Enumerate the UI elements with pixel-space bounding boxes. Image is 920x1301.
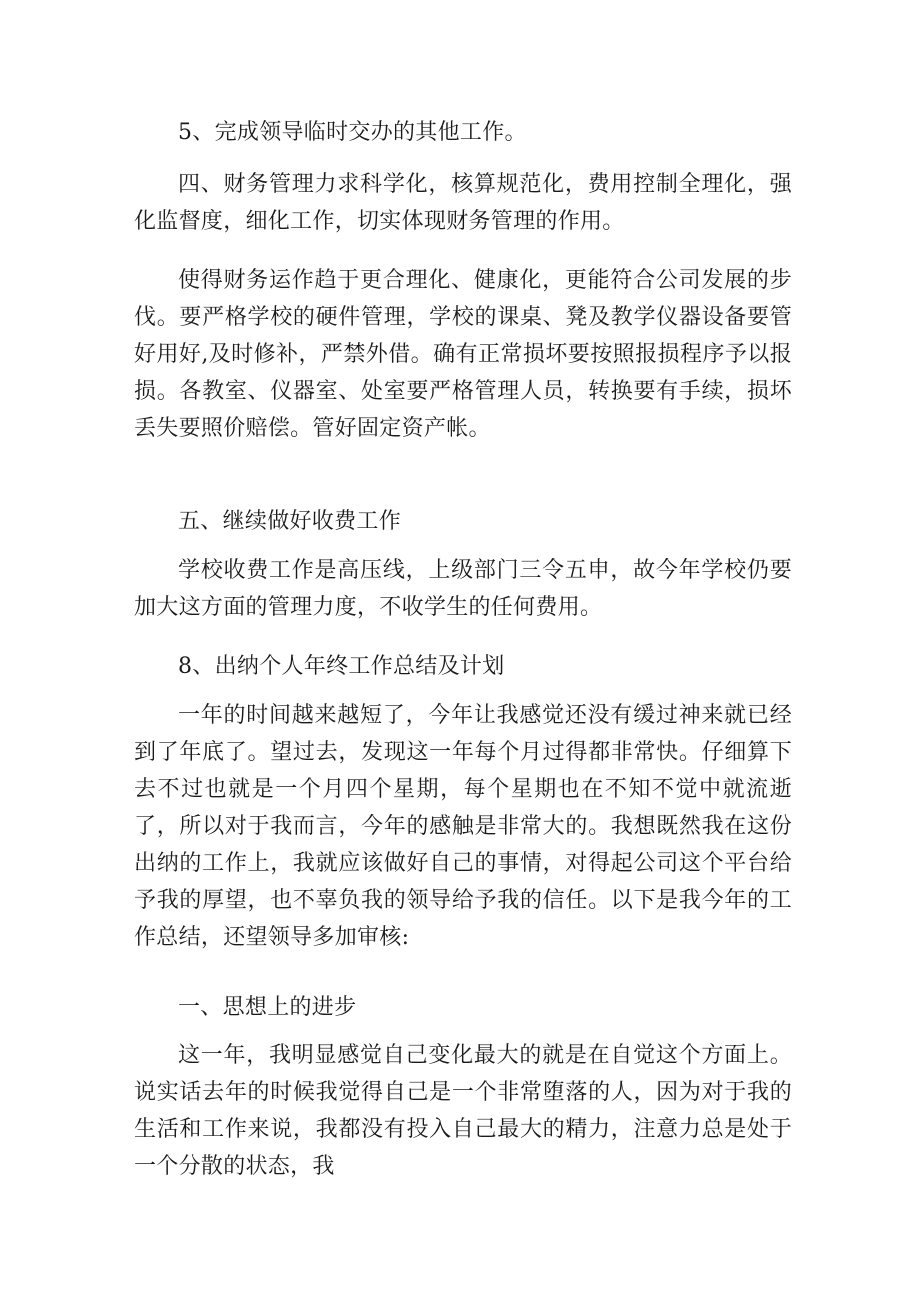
paragraph-item-5: 5、完成领导临时交办的其他工作。 [178,120,527,145]
paragraph-body: 使得财务运作趋于更合理化、健康化，更能符合公司发展的步伐。要严格学校的硬件管理，学校的课桌、凳及教学仪器设备要管好用好,及时修补，严禁外借。确有正常损坏要按照报损程序予以报损。各教室、仪器室、处室要严格管理人员，转换要有手续，损坏丢失要照价赔偿。管好固定资产帐。 [134,268,792,441]
paragraph-body: 这一年，我明显感觉自己变化最大的就是在自觉这个方面上。说实话去年的时候我觉得自己是一个非常堕落的人，因为对于我的生活和工作来说，我都没有投入自己最大的精力，注意力总是处于一个分散的状态，我 [134,1043,792,1179]
paragraph-title-8: 8、出纳个人年终工作总结及计划 [178,654,505,679]
paragraph-section-1: 一、思想上的进步 [178,995,357,1020]
paragraph-section-4: 四、财务管理力求科学化，核算规范化，费用控制全理化，强化监督度，细化工作，切实体现财务管理的作用。 [134,172,792,234]
paragraph-body: 一年的时间越来越短了，今年让我感觉还没有缓过神来就已经到了年底了。望过去，发现这一年每个月过得都非常快。仔细算下去不过也就是一个月四个星期，每个星期也在不知不觉中就流逝了，所以对于我而言，今年的感触是非常大的。我想既然我在这份出纳的工作上，我就应该做好自己的事情，对得起公司这个平台给予我的厚望，也不辜负我的领导给予我的信任。以下是我今年的工作总结，还望领导多加审核: [134,703,792,950]
paragraph-section-5: 五、继续做好收费工作 [178,509,402,534]
paragraph-body: 学校收费工作是高压线，上级部门三令五申，故今年学校仍要加大这方面的管理力度，不收学生的任何费用。 [134,558,792,620]
